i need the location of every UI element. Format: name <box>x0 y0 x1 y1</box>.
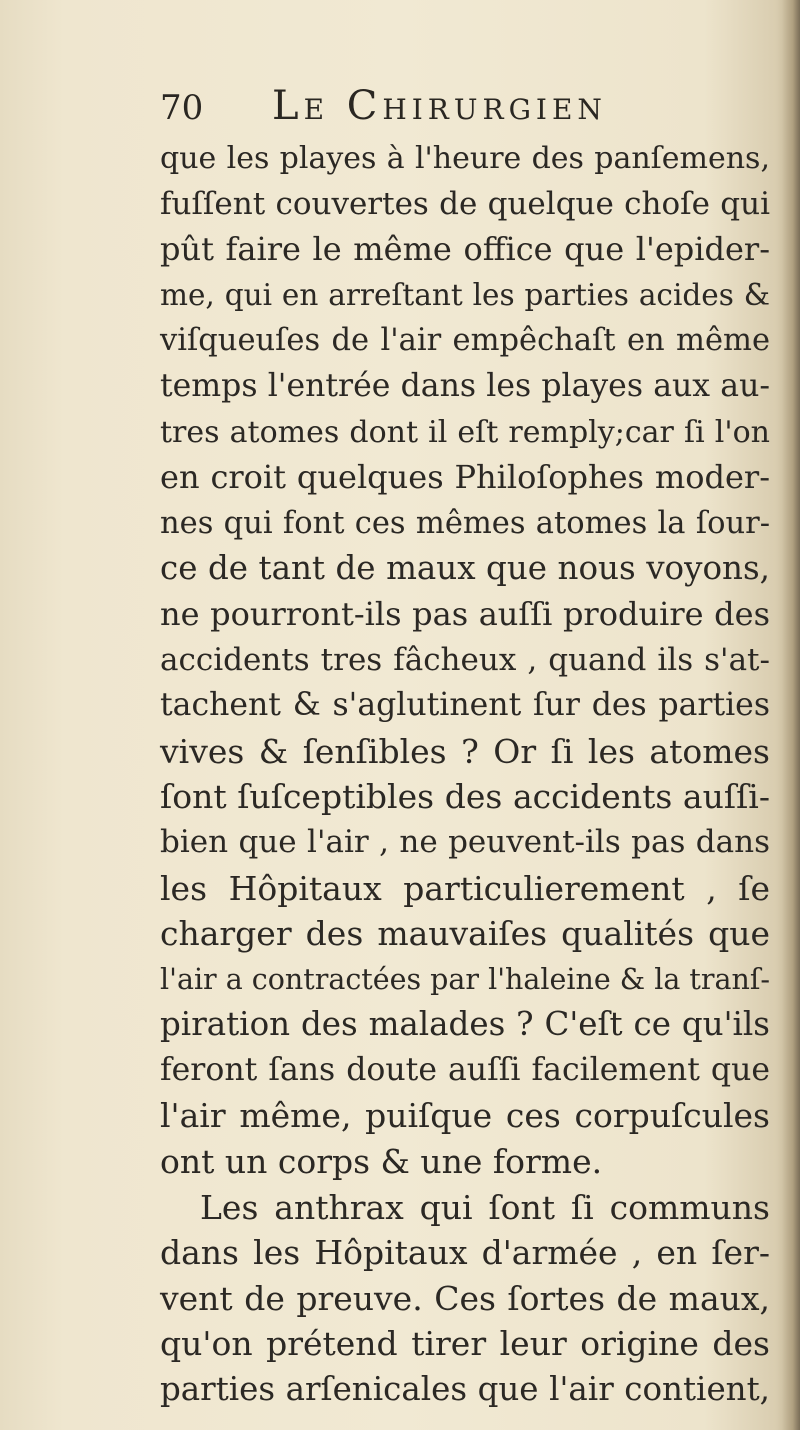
text-line: l'air même, puiſque ces corpuſcules <box>160 1096 770 1136</box>
text-line: qu'on prétend tirer leur origine des <box>160 1324 770 1364</box>
text-line: pût faire le même office que l'epider- <box>160 230 770 269</box>
text-line: les Hôpitaux particulierement , ſe <box>160 868 770 908</box>
text-line: charger des mauvaiſes qualités que <box>160 914 770 954</box>
text-line: dans les Hôpitaux d'armée , en ſer- <box>160 1233 770 1273</box>
text-line: nes qui font ces mêmes atomes la ſour- <box>160 505 770 541</box>
text-line: en croit quelques Philoſophes moder- <box>160 458 770 497</box>
body-text <box>160 136 770 1413</box>
text-line: tachent & s'aglutinent ſur des parties <box>160 687 770 724</box>
running-title: Le Chirurgien <box>272 83 607 129</box>
text-line: parties arſenicales que l'air contient, <box>160 1370 770 1409</box>
text-line: fuſſent couvertes de quelque choſe qui <box>160 185 770 222</box>
page-header <box>160 84 700 134</box>
text-line: accidents tres fâcheux , quand ils s'at- <box>160 641 770 678</box>
text-line: temps l'entrée dans les playes aux au- <box>160 367 770 404</box>
page-number: 70 <box>160 88 204 128</box>
text-line: tres atomes dont il eſt remply;car ſi l'on <box>160 414 770 450</box>
text-line: ce de tant de maux que nous voyons, <box>160 549 770 588</box>
text-line: feront ſans doute auſſi facilement que <box>160 1051 770 1088</box>
page-edge-shadow <box>782 0 800 1430</box>
text-line: ſont ſuſceptibles des accidents auſſi- <box>160 777 770 817</box>
text-line: vent de preuve. Ces ſortes de maux, <box>160 1278 770 1318</box>
text-line: piration des malades ? C'eſt ce qu'ils <box>160 1005 770 1044</box>
text-line: que les playes à l'heure des panſemens, <box>160 141 770 176</box>
text-line: viſqueuſes de l'air empêchaſt en même <box>160 323 770 359</box>
text-line: ont un corps & une forme. <box>160 1142 603 1182</box>
text-line: ne pourront-ils pas auſſi produire des <box>160 594 770 633</box>
text-line: vives & ſenſibles ? Or ſi les atomes <box>160 731 770 771</box>
text-line: me, qui en arreſtant les parties acides & <box>160 277 770 312</box>
text-line: bien que l'air , ne peuvent-ils pas dans <box>160 823 770 860</box>
text-line: Les anthrax qui ſont ſi communs <box>200 1187 770 1227</box>
text-line: l'air a contractées par l'haleine & la tranſ- <box>160 962 770 996</box>
